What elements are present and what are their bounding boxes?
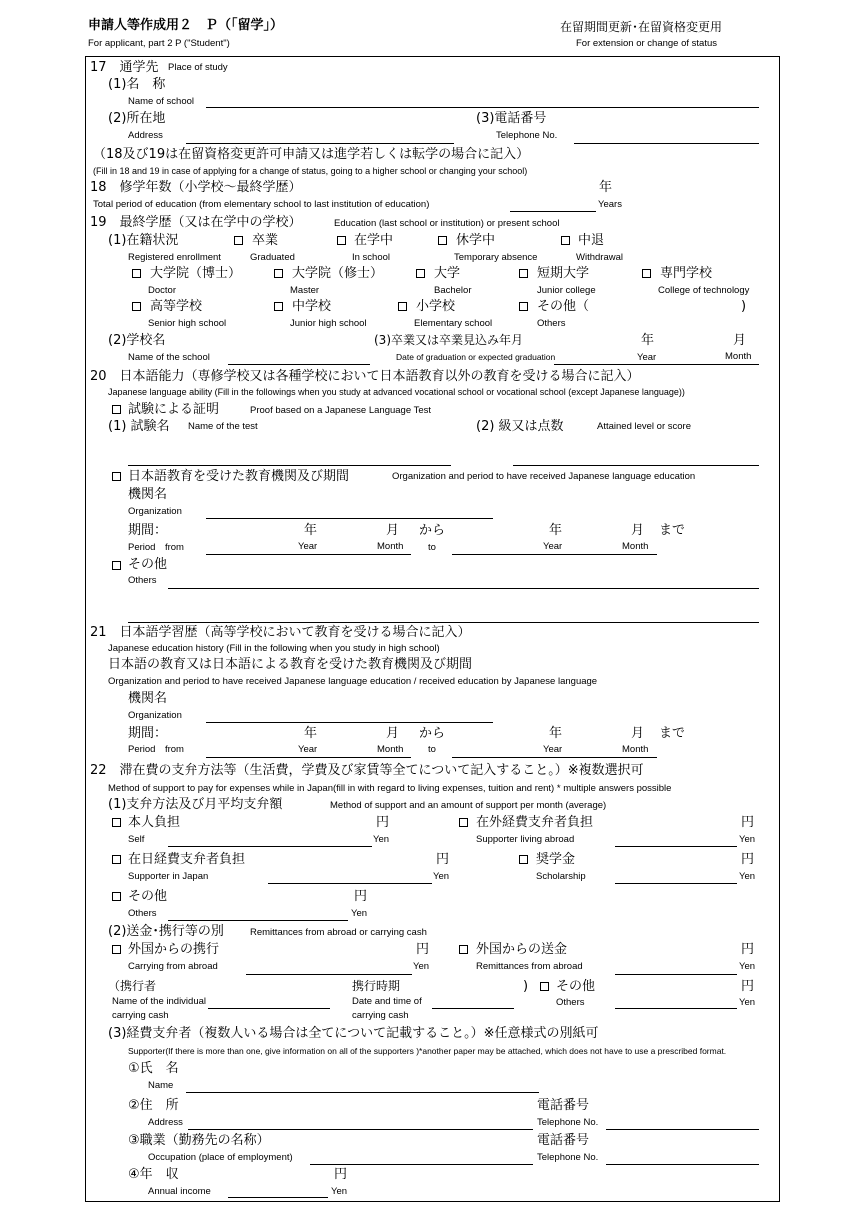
last-school-field[interactable] xyxy=(228,364,370,365)
supporter-address-label: ②住 所 xyxy=(128,1098,179,1113)
carrier-label: （携行者 xyxy=(108,979,157,993)
support-abroad-label-en: Supporter living abroad xyxy=(476,834,575,845)
status-inschool-label-en: In school xyxy=(352,252,391,263)
support-scholarship-checkbox[interactable] xyxy=(519,855,528,864)
s17-note: （18及び19は在留資格変更許可申請又は進学若しくは転学の場合に記入） xyxy=(93,147,530,162)
s20-level-label-en: Attained level or score xyxy=(597,421,691,432)
s20-from-year: 年 xyxy=(304,523,318,538)
s17-note-en: (Fill in 18 and 19 in case of applying for a change of status, going to a higher school or changing your school) xyxy=(93,166,528,176)
s19-grad-label: (3)卒業又は卒業見込み年月 xyxy=(374,333,523,347)
status-withdrawal-label: 中退 xyxy=(578,233,605,248)
s21-period-label: 期間： xyxy=(128,726,168,741)
supporter-name-label-en: Name xyxy=(148,1080,174,1091)
s20-edu-label-en: Organization and period to have received Japanese language education xyxy=(392,471,696,482)
supporter-tel2-label: 電話番号 xyxy=(537,1133,590,1148)
status-graduated-checkbox[interactable] xyxy=(234,236,243,245)
remit-abroad-label-en: Remittances from abroad xyxy=(476,961,583,972)
support-japan-yen: 円 xyxy=(436,852,450,867)
remit-abroad-yen-en: Yen xyxy=(739,961,756,972)
type-others-label-en: Others xyxy=(537,318,566,329)
support-japan-label: 在日経費支弁者負担 xyxy=(128,852,246,867)
s21-from-year-en: Year xyxy=(298,744,318,755)
s20-to-year-en: Year xyxy=(543,541,563,552)
carry-abroad-yen: 円 xyxy=(416,942,430,957)
s20-title: 20 日本語能力（専修学校又は各種学校において日本語教育以外の教育を受ける場合に記入） xyxy=(90,369,640,384)
s20-proof-label: 試験による証明 xyxy=(128,402,220,417)
type-elementary-checkbox[interactable] xyxy=(398,302,407,311)
supporter-tel2-field[interactable] xyxy=(606,1164,759,1165)
support-self-yen-en: Yen xyxy=(373,834,390,845)
s20-others-label-en: Others xyxy=(128,575,157,586)
remit-others-label: その他 xyxy=(556,979,596,994)
s21-to-year: 年 xyxy=(549,726,563,741)
s19-school-label: (2)学校名 xyxy=(108,333,166,348)
s19-title-en: Education (last school or institution) or present school xyxy=(334,218,560,229)
s20-others-label: その他 xyxy=(128,557,168,572)
s22-remit-label-en: Remittances from abroad or carrying cash xyxy=(250,927,427,938)
s22-method-label-en: Method of support and an amount of support per month (average) xyxy=(330,800,607,811)
s19-title: 19 最終学歴（又は在学中の学校） xyxy=(90,215,302,230)
s21-org-label-en: Organization xyxy=(128,710,182,721)
support-scholarship-label: 奨学金 xyxy=(536,852,576,867)
support-self-label-en: Self xyxy=(128,834,145,845)
supporter-income-label: ④年 収 xyxy=(128,1167,179,1182)
type-juniorhigh-label: 中学校 xyxy=(292,299,332,314)
support-self-yen: 円 xyxy=(376,815,390,830)
carry-time-field[interactable] xyxy=(432,1008,514,1009)
s18-title-en: Total period of education (from elementary school to last institution of education) xyxy=(93,199,430,210)
carry-time-label-en2: carrying cash xyxy=(352,1010,409,1021)
s21-until: まで xyxy=(659,726,686,741)
s19-year: 年 xyxy=(641,333,655,348)
supporter-name-label: ①氏 名 xyxy=(128,1061,179,1076)
support-japan-checkbox[interactable] xyxy=(112,855,121,864)
type-bachelor-checkbox[interactable] xyxy=(416,269,425,278)
s18-year-en: Years xyxy=(598,199,622,210)
carry-abroad-amount[interactable] xyxy=(246,974,412,975)
carrier-label-en2: carrying cash xyxy=(112,1010,169,1021)
supporter-tel2-label-en: Telephone No. xyxy=(537,1152,599,1163)
s20-from-month-en: Month xyxy=(377,541,404,552)
s21-from-month: 月 xyxy=(386,726,400,741)
type-elementary-label-en: Elementary school xyxy=(414,318,493,329)
status-absence-checkbox[interactable] xyxy=(438,236,447,245)
s21-to-en: to xyxy=(428,744,436,755)
test-level-field[interactable] xyxy=(513,465,759,466)
s21-to-month: 月 xyxy=(631,726,645,741)
s22-title-en: Method of support to pay for expenses while in Japan(fill in with regard to living expenses, tuition and rent) * multiple answers possible xyxy=(108,783,672,794)
status-graduated-label: 卒業 xyxy=(252,233,279,248)
s20-others-field-1[interactable] xyxy=(168,588,759,589)
type-techcollege-label: 専門学校 xyxy=(660,266,713,281)
s17-name-label-en: Name of school xyxy=(128,96,195,107)
remit-others-yen-en: Yen xyxy=(739,997,756,1008)
carrier-label-en1: Name of the individual xyxy=(112,996,206,1007)
support-others-label-en: Others xyxy=(128,908,157,919)
type-bachelor-label: 大学 xyxy=(434,266,461,281)
type-seniorhigh-checkbox[interactable] xyxy=(132,302,141,311)
s20-edu-label: 日本語教育を受けた教育機関及び期間 xyxy=(128,469,350,484)
s20-period-label: 期間： xyxy=(128,523,168,538)
s19-status-label: (1)在籍状況 xyxy=(108,233,179,248)
supporter-income-label-en: Annual income xyxy=(148,1186,211,1197)
form-title-en: For applicant, part 2 P ("Student") xyxy=(88,38,230,49)
supporter-address-field[interactable] xyxy=(188,1129,533,1130)
s21-from-year: 年 xyxy=(304,726,318,741)
s20-org-label-en: Organization xyxy=(128,506,182,517)
s22-method-label: (1)支弁方法及び月平均支弁額 xyxy=(108,797,283,812)
s20-test-label-en: Name of the test xyxy=(188,421,258,432)
support-japan-amount[interactable] xyxy=(268,883,432,884)
carry-time-label-en1: Date and time of xyxy=(352,996,422,1007)
type-juniorhigh-checkbox[interactable] xyxy=(274,302,283,311)
remit-abroad-label: 外国からの送金 xyxy=(476,942,568,957)
s17-tel-label-en: Telephone No. xyxy=(496,130,558,141)
support-others-yen: 円 xyxy=(354,889,368,904)
school-address-field[interactable] xyxy=(186,143,454,144)
type-master-label-en: Master xyxy=(290,285,320,296)
s20-to-date-field[interactable] xyxy=(452,554,657,555)
s17-addr-label-en: Address xyxy=(128,130,163,141)
type-doctor-label: 大学院（博士） xyxy=(150,266,242,281)
s21-from: から xyxy=(419,726,446,741)
remit-abroad-amount[interactable] xyxy=(615,974,737,975)
support-others-yen-en: Yen xyxy=(351,908,368,919)
support-scholarship-yen: 円 xyxy=(741,852,755,867)
s21-to-date-field[interactable] xyxy=(452,757,657,758)
s20-others-checkbox[interactable] xyxy=(112,561,121,570)
type-doctor-checkbox[interactable] xyxy=(132,269,141,278)
school-name-field[interactable] xyxy=(206,107,759,108)
carry-abroad-label: 外国からの携行 xyxy=(128,942,220,957)
s20-to-en: to xyxy=(428,542,436,553)
s22-supporter-label-en: Supporter(If there is more than one, give information on all of the supporters )*another paper may be attached, which does not have to use a prescribed format. xyxy=(128,1046,727,1056)
jp-edu-checkbox[interactable] xyxy=(112,472,121,481)
carry-close-paren: ) xyxy=(523,979,529,994)
support-others-label: その他 xyxy=(128,889,168,904)
s20-from-year-en: Year xyxy=(298,541,318,552)
s19-month: 月 xyxy=(733,333,747,348)
type-techcollege-checkbox[interactable] xyxy=(642,269,651,278)
type-elementary-label: 小学校 xyxy=(416,299,456,314)
s20-from-date-field[interactable] xyxy=(206,554,411,555)
support-scholarship-amount[interactable] xyxy=(615,883,737,884)
s20-to-month-en: Month xyxy=(622,541,649,552)
s22-title: 22 滞在費の支弁方法等（生活費，学費及び家賃等全てについて記入すること。）※複数選択可 xyxy=(90,763,644,778)
s20-proof-label-en: Proof based on a Japanese Language Test xyxy=(250,405,431,416)
s21-sub: 日本語の教育又は日本語による教育を受けた教育機関及び期間 xyxy=(108,657,473,672)
s20-org-label: 機関名 xyxy=(128,487,168,502)
supporter-occupation-field[interactable] xyxy=(310,1164,533,1165)
type-seniorhigh-label: 高等学校 xyxy=(150,299,203,314)
supporter-name-field[interactable] xyxy=(186,1092,539,1093)
supporter-occupation-label-en: Occupation (place of employment) xyxy=(148,1152,293,1163)
s20-period-label-en: Period from xyxy=(128,542,184,553)
support-self-amount[interactable] xyxy=(168,846,372,847)
supporter-income-field[interactable] xyxy=(228,1197,328,1198)
s20-title-en: Japanese language ability (Fill in the followings when you study at advanced vocational school or vocational school (except Japanese language)) xyxy=(108,387,685,397)
remit-abroad-yen: 円 xyxy=(741,942,755,957)
form-purpose-en: For extension or change of status xyxy=(576,38,717,49)
s21-from-month-en: Month xyxy=(377,744,404,755)
s20-to-month: 月 xyxy=(631,523,645,538)
s21-to-month-en: Month xyxy=(622,744,649,755)
support-abroad-amount[interactable] xyxy=(615,846,737,847)
years-field[interactable] xyxy=(510,211,596,212)
status-absence-label-en: Temporary absence xyxy=(454,252,538,263)
graduation-date-field[interactable] xyxy=(554,364,759,365)
s21-to-year-en: Year xyxy=(543,744,563,755)
status-inschool-label: 在学中 xyxy=(354,233,394,248)
type-others-close: ) xyxy=(741,299,747,314)
carry-time-label: 携行時期 xyxy=(352,979,401,993)
support-self-label: 本人負担 xyxy=(128,815,181,830)
type-seniorhigh-label-en: Senior high school xyxy=(148,318,227,329)
remit-others-yen: 円 xyxy=(741,979,755,994)
remit-abroad-checkbox[interactable] xyxy=(459,945,468,954)
carry-abroad-label-en: Carrying from abroad xyxy=(128,961,218,972)
type-juniorcollege-checkbox[interactable] xyxy=(519,269,528,278)
status-withdrawal-checkbox[interactable] xyxy=(561,236,570,245)
s18-year: 年 xyxy=(599,180,613,195)
s19-status-label-en: Registered enrollment xyxy=(128,252,221,263)
support-japan-yen-en: Yen xyxy=(433,871,450,882)
s19-school-label-en: Name of the school xyxy=(128,352,210,363)
s20-from-month: 月 xyxy=(386,523,400,538)
carrier-name-field[interactable] xyxy=(208,1008,330,1009)
s22-supporter-label: (3)経費支弁者（複数人いる場合は全てについて記載すること。）※任意様式の別紙可 xyxy=(108,1026,599,1041)
s20-test-label: (1) 試験名 xyxy=(108,419,170,434)
support-abroad-label: 在外経費支弁者負担 xyxy=(476,815,594,830)
status-graduated-label-en: Graduated xyxy=(250,252,295,263)
s21-from-date-field[interactable] xyxy=(206,757,411,758)
s20-until: まで xyxy=(659,523,686,538)
type-master-checkbox[interactable] xyxy=(274,269,283,278)
supporter-tel1-label-en: Telephone No. xyxy=(537,1117,599,1128)
supporter-tel1-field[interactable] xyxy=(606,1129,759,1130)
form-purpose: 在留期間更新･在留資格変更用 xyxy=(560,20,723,34)
support-japan-label-en: Supporter in Japan xyxy=(128,871,209,882)
s17-name-label: (1)名 称 xyxy=(108,77,166,92)
supporter-income-yen: 円 xyxy=(334,1167,348,1182)
form-title: 申請人等作成用２ Ｐ（「留学」） xyxy=(88,18,284,33)
s21-title-en: Japanese education history (Fill in the following when you study in high school) xyxy=(108,643,440,654)
remit-others-amount[interactable] xyxy=(615,1008,737,1009)
remit-others-checkbox[interactable] xyxy=(540,982,549,991)
carry-abroad-checkbox[interactable] xyxy=(112,945,121,954)
s20-to-year: 年 xyxy=(549,523,563,538)
type-others-checkbox[interactable] xyxy=(519,302,528,311)
s20-level-label: (2) 級又は点数 xyxy=(476,419,564,434)
s20-org-field[interactable] xyxy=(206,518,493,519)
s21-org-field[interactable] xyxy=(206,722,493,723)
supporter-income-yen-en: Yen xyxy=(331,1186,348,1197)
type-juniorhigh-label-en: Junior high school xyxy=(290,318,367,329)
remit-others-label-en: Others xyxy=(556,997,585,1008)
s22-remit-label: (2)送金･携行等の別 xyxy=(108,924,224,939)
type-techcollege-label-en: College of technology xyxy=(658,285,750,296)
s17-title-en: Place of study xyxy=(168,62,228,73)
s17-tel-label: (3)電話番号 xyxy=(476,111,547,126)
type-master-label: 大学院（修士） xyxy=(292,266,384,281)
status-inschool-checkbox[interactable] xyxy=(337,236,346,245)
school-tel-field[interactable] xyxy=(574,143,759,144)
s21-title: 21 日本語学習歴（高等学校において教育を受ける場合に記入） xyxy=(90,625,471,640)
support-others-amount[interactable] xyxy=(168,920,348,921)
type-bachelor-label-en: Bachelor xyxy=(434,285,472,296)
supporter-occupation-label: ③職業（勤務先の名称） xyxy=(128,1133,270,1148)
s18-title: 18 修学年数（小学校～最終学歴） xyxy=(90,180,302,195)
supporter-tel1-label: 電話番号 xyxy=(537,1098,590,1113)
s21-sub-en: Organization and period to have received Japanese language education / received education by Japanese language xyxy=(108,676,598,687)
support-scholarship-label-en: Scholarship xyxy=(536,871,586,882)
support-abroad-yen: 円 xyxy=(741,815,755,830)
proof-test-checkbox[interactable] xyxy=(112,405,121,414)
support-scholarship-yen-en: Yen xyxy=(739,871,756,882)
s19-grad-label-en: Date of graduation or expected graduation xyxy=(396,352,556,362)
support-abroad-checkbox[interactable] xyxy=(459,818,468,827)
carry-abroad-yen-en: Yen xyxy=(413,961,430,972)
s19-year-en: Year xyxy=(637,352,657,363)
supporter-address-label-en: Address xyxy=(148,1117,183,1128)
s21-period-label-en: Period from xyxy=(128,744,184,755)
s21-org-label: 機関名 xyxy=(128,691,168,706)
type-juniorcollege-label: 短期大学 xyxy=(537,266,590,281)
support-abroad-yen-en: Yen xyxy=(739,834,756,845)
s17-addr-label: (2)所在地 xyxy=(108,111,166,126)
type-others-label: その他（ xyxy=(537,299,590,314)
support-self-checkbox[interactable] xyxy=(112,818,121,827)
status-absence-label: 休学中 xyxy=(456,233,496,248)
type-juniorcollege-label-en: Junior college xyxy=(537,285,596,296)
s17-title: 17 通学先 xyxy=(90,60,159,75)
status-withdrawal-label-en: Withdrawal xyxy=(576,252,623,263)
s20-others-field-2[interactable] xyxy=(128,622,759,623)
s19-month-en: Month xyxy=(725,351,752,362)
support-others-checkbox[interactable] xyxy=(112,892,121,901)
test-name-field[interactable] xyxy=(128,465,451,466)
s20-from: から xyxy=(419,523,446,538)
type-doctor-label-en: Doctor xyxy=(148,285,176,296)
